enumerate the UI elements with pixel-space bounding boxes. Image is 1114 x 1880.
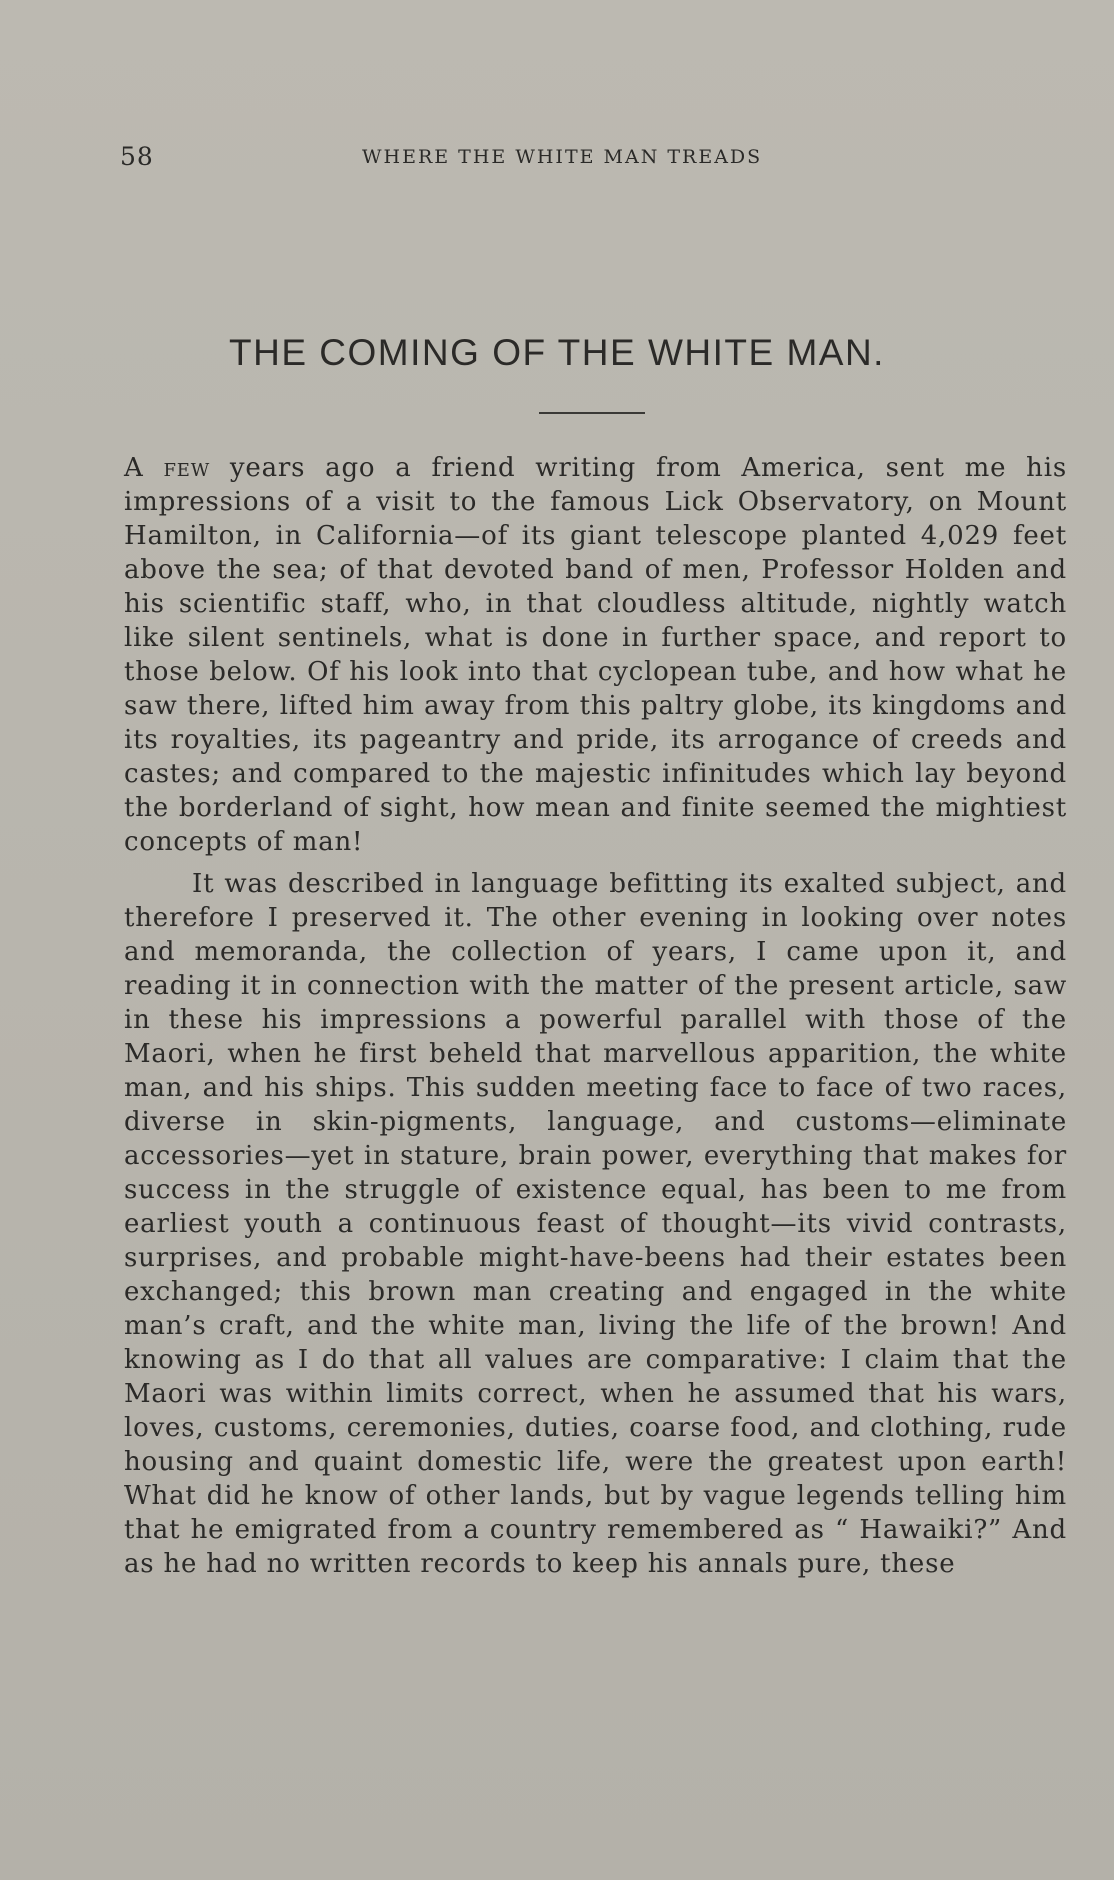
running-head [120,142,1070,176]
running-title: WHERE THE WHITE MAN TREADS [362,146,763,168]
paragraph-1-lead-initial: A [124,453,164,483]
paragraph-1-text: years ago a friend writing from America, sent me his impressions of a visit to the famous Lick Observatory, on Mount Hamilton, in California—of its giant telescope planted 4,029 feet above the sea; of that devoted band of men, Professor Holden and his scientific staff, who, in that cloudless altitude, nightly watch like silent sentinels, what is done in further space, and report to those below. Of his look into that cyclopean tube, and how what he saw there, lifted him away from this paltry globe, its kingdoms and its royalties, its pageantry and pride, its arrogance of creeds and castes; and compared to the majestic infinitudes which lay beyond the borderland of sight, how mean and finite seemed the mightiest concepts of man! [124,453,1067,857]
page-number: 58 [120,142,154,171]
body-text [124,451,1067,1581]
paragraph-1-lead-smallcaps: few [163,453,211,483]
paragraph-2: It was described in language befitting its exalted subject, and therefore I preserved it. The other evening in looking over notes and memoranda, the collection of years, I came upon it, and reading it in connection with the matter of the present article, saw in these his impressions a powerful parallel with those of the Maori, when he first beheld that marvellous apparition, the white man, and his ships. This sudden meeting face to face of two races, diverse in skin-pigments, language, and customs—eliminate accessories—yet in stature, brain power, everything that makes for success in the struggle of existence equal, has been to me from earliest youth a continuous feast of thought—its vivid contrasts, surprises, and probable might-have-beens had their estates been exchanged; this brown man creating and engaged in the white man’s craft, and the white man, living the life of the brown! And knowing as I do that all values are comparative: I claim that the Maori was within limits correct, when he assumed that his wars, loves, customs, ceremonies, duties, coarse food, and clothing, rude housing and quaint domestic life, were the greatest upon earth! What did he know of other lands, but by vague legends telling him that he emigrated from a country remembered as “ Hawaiki?” And as he had no written records to keep his annals pure, these [124,869,1067,1579]
title-divider [539,412,645,414]
paragraph-1 [124,451,1067,859]
chapter-title: THE COMING OF THE WHITE MAN. [229,332,885,373]
